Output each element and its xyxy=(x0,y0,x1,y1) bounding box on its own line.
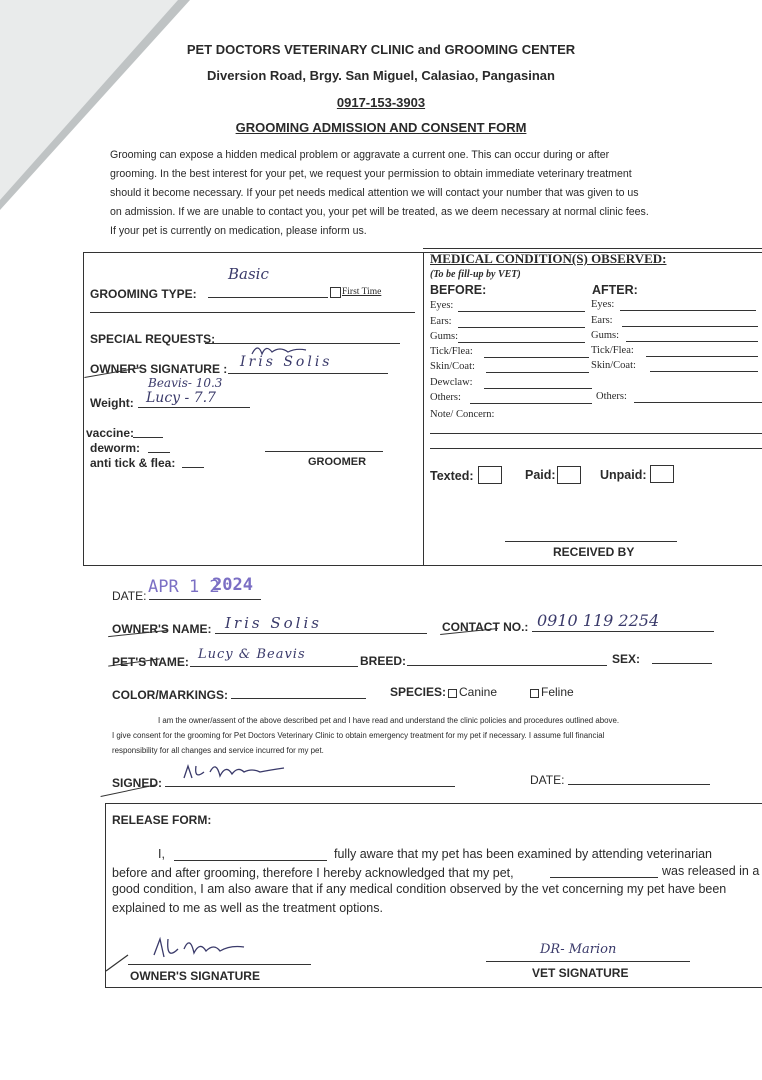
feline-checkbox[interactable] xyxy=(530,689,539,698)
vaccine-label: vaccine: xyxy=(86,426,135,440)
before-label: BEFORE: xyxy=(430,283,487,297)
weight-field[interactable] xyxy=(138,407,250,408)
after-item-field[interactable] xyxy=(620,310,756,311)
owner-release-signature xyxy=(104,925,264,973)
consent-date-label: DATE: xyxy=(530,773,565,787)
intro-paragraph xyxy=(110,146,720,241)
sex-label: SEX: xyxy=(612,652,641,666)
release-line-2b: was released in a xyxy=(662,864,760,878)
owner-signature-field[interactable] xyxy=(228,373,388,374)
after-item-field[interactable] xyxy=(634,402,762,403)
before-item-label: Skin/Coat: xyxy=(430,361,475,372)
release-line-2a: before and after grooming, therefore I hereby acknowledged that my pet, xyxy=(112,866,514,880)
before-item-field[interactable] xyxy=(458,311,585,312)
after-item-field[interactable] xyxy=(646,356,758,357)
pet-name-field[interactable] xyxy=(190,666,358,667)
clinic-name: PET DOCTORS VETERINARY CLINIC and GROOMING CENTER xyxy=(186,42,576,57)
release-title: RELEASE FORM: xyxy=(112,813,212,827)
owner-name-label: OWNER'S NAME: xyxy=(112,622,212,636)
special-requests-label: SPECIAL REQUESTS: xyxy=(90,332,216,346)
paid-checkbox[interactable] xyxy=(557,466,581,484)
intro-line: on admission. If we are unable to contact you, your pet will be treated, as we deem necessary at normal clinic fees. xyxy=(110,206,649,218)
after-item-label: Ears: xyxy=(591,315,613,326)
release-line-4: explained to me as well as the treatment options. xyxy=(112,901,383,915)
vet-signature-label: VET SIGNATURE xyxy=(532,966,629,980)
canine-checkbox[interactable] xyxy=(448,689,457,698)
deworm-label: deworm: xyxy=(90,441,141,455)
pet-name-label: PET'S NAME: xyxy=(112,655,189,669)
paid-label: Paid: xyxy=(525,468,556,482)
release-line-1a: I, xyxy=(158,847,165,861)
release-name-field[interactable] xyxy=(174,860,327,861)
species-label: SPECIES: xyxy=(390,685,447,699)
before-item-field[interactable] xyxy=(458,342,585,343)
first-time-label: First Time xyxy=(342,287,382,297)
before-item-label: Others: xyxy=(430,392,461,403)
owner-signature-value: Iris Solis xyxy=(240,354,333,370)
received-by-label: RECEIVED BY xyxy=(553,545,635,559)
before-item-field[interactable] xyxy=(458,327,585,328)
after-item-label: Eyes: xyxy=(591,299,615,310)
intro-line: should it become necessary. If your pet needs medical attention we will contact your number that was given to us xyxy=(110,187,639,199)
release-pet-field[interactable] xyxy=(550,877,658,878)
after-item-label: Skin/Coat: xyxy=(591,360,636,371)
intro-line: Grooming can expose a hidden medical problem or aggravate a current one. This can occur during or after xyxy=(110,149,610,161)
received-by-field[interactable] xyxy=(505,541,677,542)
before-item-label: Gums: xyxy=(430,331,459,342)
anti-tick-label: anti tick & flea: xyxy=(90,456,176,470)
texted-checkbox[interactable] xyxy=(478,466,502,484)
vet-signature-field[interactable] xyxy=(486,961,690,962)
intro-line: grooming. In the best interest for your pet, we request your permission to obtain immediate veterinary treatment xyxy=(110,168,632,180)
texted-label: Texted: xyxy=(430,469,474,483)
note-line-1[interactable] xyxy=(430,433,762,434)
color-markings-label: COLOR/MARKINGS: xyxy=(112,688,228,702)
medical-condition-title: MEDICAL CONDITION(S) OBSERVED: xyxy=(430,251,667,266)
weight-value-lucy: Lucy - 7.7 xyxy=(146,390,216,406)
owner-signature-scribble xyxy=(250,340,310,360)
grooming-type-value: Basic xyxy=(228,265,269,283)
signed-label: SIGNED: xyxy=(112,776,163,790)
after-item-label: Others: xyxy=(596,391,627,402)
grooming-type-field[interactable] xyxy=(208,297,328,298)
first-time-checkbox[interactable] xyxy=(330,287,341,298)
sex-field[interactable] xyxy=(652,663,712,664)
contact-field[interactable] xyxy=(532,631,714,632)
vet-signature-value: DR- Marion xyxy=(540,942,617,957)
color-markings-field[interactable] xyxy=(231,698,366,699)
box-divider xyxy=(423,252,424,565)
unpaid-checkbox[interactable] xyxy=(650,465,674,483)
signed-field[interactable] xyxy=(165,786,455,787)
groomer-label: GROOMER xyxy=(308,456,367,468)
breed-field[interactable] xyxy=(407,665,607,666)
release-line-1b: fully aware that my pet has been examined by attending veterinarian xyxy=(334,847,713,861)
before-item-label: Tick/Flea: xyxy=(430,346,473,357)
weight-value-beavis: Beavis- 10.3 xyxy=(148,376,223,390)
release-line-3: good condition, I am also aware that if any medical condition observed by the vet concerning my pet have been xyxy=(112,882,727,896)
owner-name-value: Iris Solis xyxy=(225,614,322,632)
owner-name-field[interactable] xyxy=(215,633,427,634)
anti-tick-field[interactable] xyxy=(182,467,204,468)
intro-line: If your pet is currently on medication, please inform us. xyxy=(110,225,367,237)
before-item-label: Eyes: xyxy=(430,300,454,311)
grooming-type-label: GROOMING TYPE: xyxy=(90,287,197,301)
contact-value: 0910 119 2254 xyxy=(537,611,660,630)
consent-line-2: I give consent for the grooming for Pet Doctors Veterinary Clinic to obtain emergency treatment for my pet if necessary. I assume full financial xyxy=(112,731,605,740)
after-item-field[interactable] xyxy=(622,326,758,327)
breed-label: BREED: xyxy=(360,654,407,668)
note-label: Note/ Concern: xyxy=(430,409,495,420)
date-label: DATE: xyxy=(112,589,147,603)
owner-signature-label: OWNER'S SIGNATURE : xyxy=(90,362,228,376)
after-item-field[interactable] xyxy=(626,341,758,342)
groomer-field[interactable] xyxy=(265,451,383,452)
unpaid-label: Unpaid: xyxy=(600,468,647,482)
consent-line-1: I am the owner/assent of the above described pet and I have read and understand the clinic policies and procedures outlined above. xyxy=(158,716,620,725)
before-item-field[interactable] xyxy=(484,357,589,358)
before-item-label: Ears: xyxy=(430,316,452,327)
date-stamp-year: 2024 xyxy=(212,575,253,595)
vet-subtitle: (To be fill-up by VET) xyxy=(430,269,521,280)
owner-release-signature-label: OWNER'S SIGNATURE xyxy=(130,969,260,983)
after-item-label: Tick/Flea: xyxy=(591,345,634,356)
after-item-field[interactable] xyxy=(650,371,758,372)
clinic-phone: 0917-153-3903 xyxy=(336,95,426,110)
consent-date-field[interactable] xyxy=(568,784,710,785)
owner-signature-scribble xyxy=(180,758,290,786)
clinic-address: Diversion Road, Brgy. San Miguel, Calasiao, Pangasinan xyxy=(207,68,555,83)
consent-line-3: responsibility for all changes and service incurred for my pet. xyxy=(112,746,324,755)
after-item-label: Gums: xyxy=(591,330,620,341)
weight-label: Weight: xyxy=(90,396,134,410)
vaccine-field[interactable] xyxy=(133,437,163,438)
box-top-right xyxy=(423,248,762,249)
deworm-field[interactable] xyxy=(148,452,170,453)
contact-label: CONTACT NO.: xyxy=(442,620,529,634)
canine-label: Canine xyxy=(459,685,498,699)
after-label: AFTER: xyxy=(592,283,638,297)
before-item-field[interactable] xyxy=(470,403,592,404)
before-item-field[interactable] xyxy=(486,372,589,373)
owner-release-signature-field[interactable] xyxy=(128,964,311,965)
note-line-2[interactable] xyxy=(430,448,762,449)
grooming-type-extra-line xyxy=(90,312,415,313)
date-stamp-month-day: APR 1 2 xyxy=(148,577,220,597)
feline-label: Feline xyxy=(541,685,574,699)
date-field[interactable] xyxy=(149,599,261,600)
form-title: GROOMING ADMISSION AND CONSENT FORM xyxy=(235,120,527,135)
before-item-label: Dewclaw: xyxy=(430,377,473,388)
before-item-field[interactable] xyxy=(484,388,592,389)
pet-name-value: Lucy & Beavis xyxy=(198,647,306,662)
